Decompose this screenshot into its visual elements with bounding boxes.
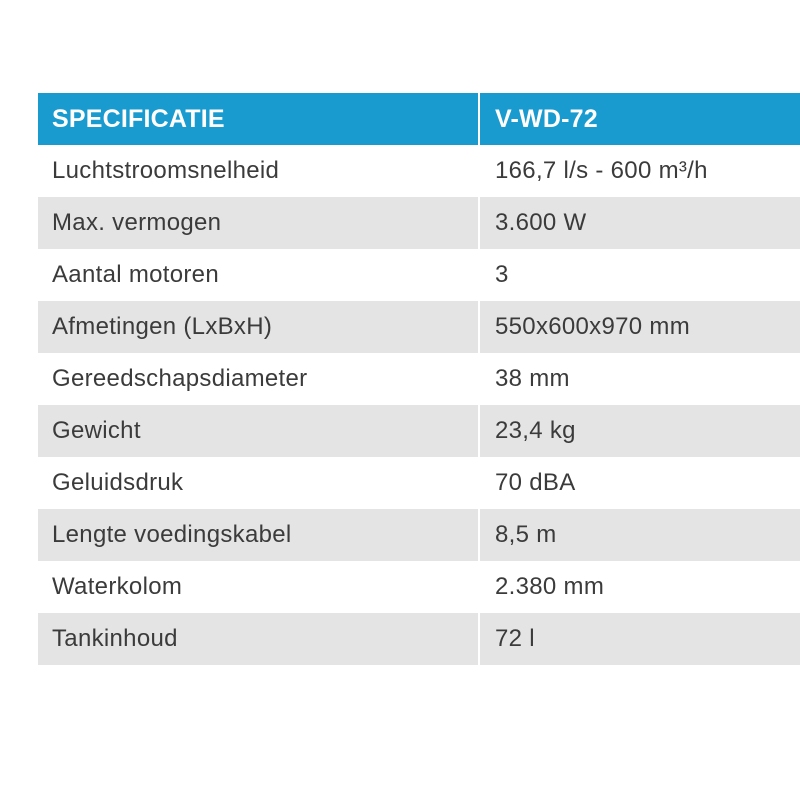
header-spec-label: SPECIFICATIE xyxy=(38,93,478,145)
row-spec-label: Tankinhoud xyxy=(38,613,478,665)
table-row xyxy=(38,197,800,249)
row-value: 38 mm xyxy=(480,353,800,405)
row-spec-label: Afmetingen (LxBxH) xyxy=(38,301,478,353)
row-value: 3 xyxy=(480,249,800,301)
row-value: 3.600 W xyxy=(480,197,800,249)
row-value: 2.380 mm xyxy=(480,561,800,613)
row-value: 23,4 kg xyxy=(480,405,800,457)
row-spec-label: Geluidsdruk xyxy=(38,457,478,509)
row-spec-label: Aantal motoren xyxy=(38,249,478,301)
row-spec-label: Luchtstroomsnelheid xyxy=(38,145,478,197)
table-row xyxy=(38,249,800,301)
row-value: 72 l xyxy=(480,613,800,665)
table-row xyxy=(38,301,800,353)
row-value: 70 dBA xyxy=(480,457,800,509)
row-spec-label: Gereedschapsdiameter xyxy=(38,353,478,405)
table-row xyxy=(38,457,800,509)
header-model-label: V-WD-72 xyxy=(480,93,800,145)
table-row xyxy=(38,145,800,197)
row-spec-label: Gewicht xyxy=(38,405,478,457)
table-row xyxy=(38,353,800,405)
row-value: 166,7 l/s - 600 m³/h xyxy=(480,145,800,197)
table-row xyxy=(38,509,800,561)
table-header-row xyxy=(38,93,800,145)
row-value: 8,5 m xyxy=(480,509,800,561)
table-row xyxy=(38,613,800,665)
row-spec-label: Lengte voedingskabel xyxy=(38,509,478,561)
table-row xyxy=(38,561,800,613)
row-spec-label: Max. vermogen xyxy=(38,197,478,249)
row-spec-label: Waterkolom xyxy=(38,561,478,613)
table-row xyxy=(38,405,800,457)
row-value: 550x600x970 mm xyxy=(480,301,800,353)
spec-table xyxy=(38,93,800,665)
